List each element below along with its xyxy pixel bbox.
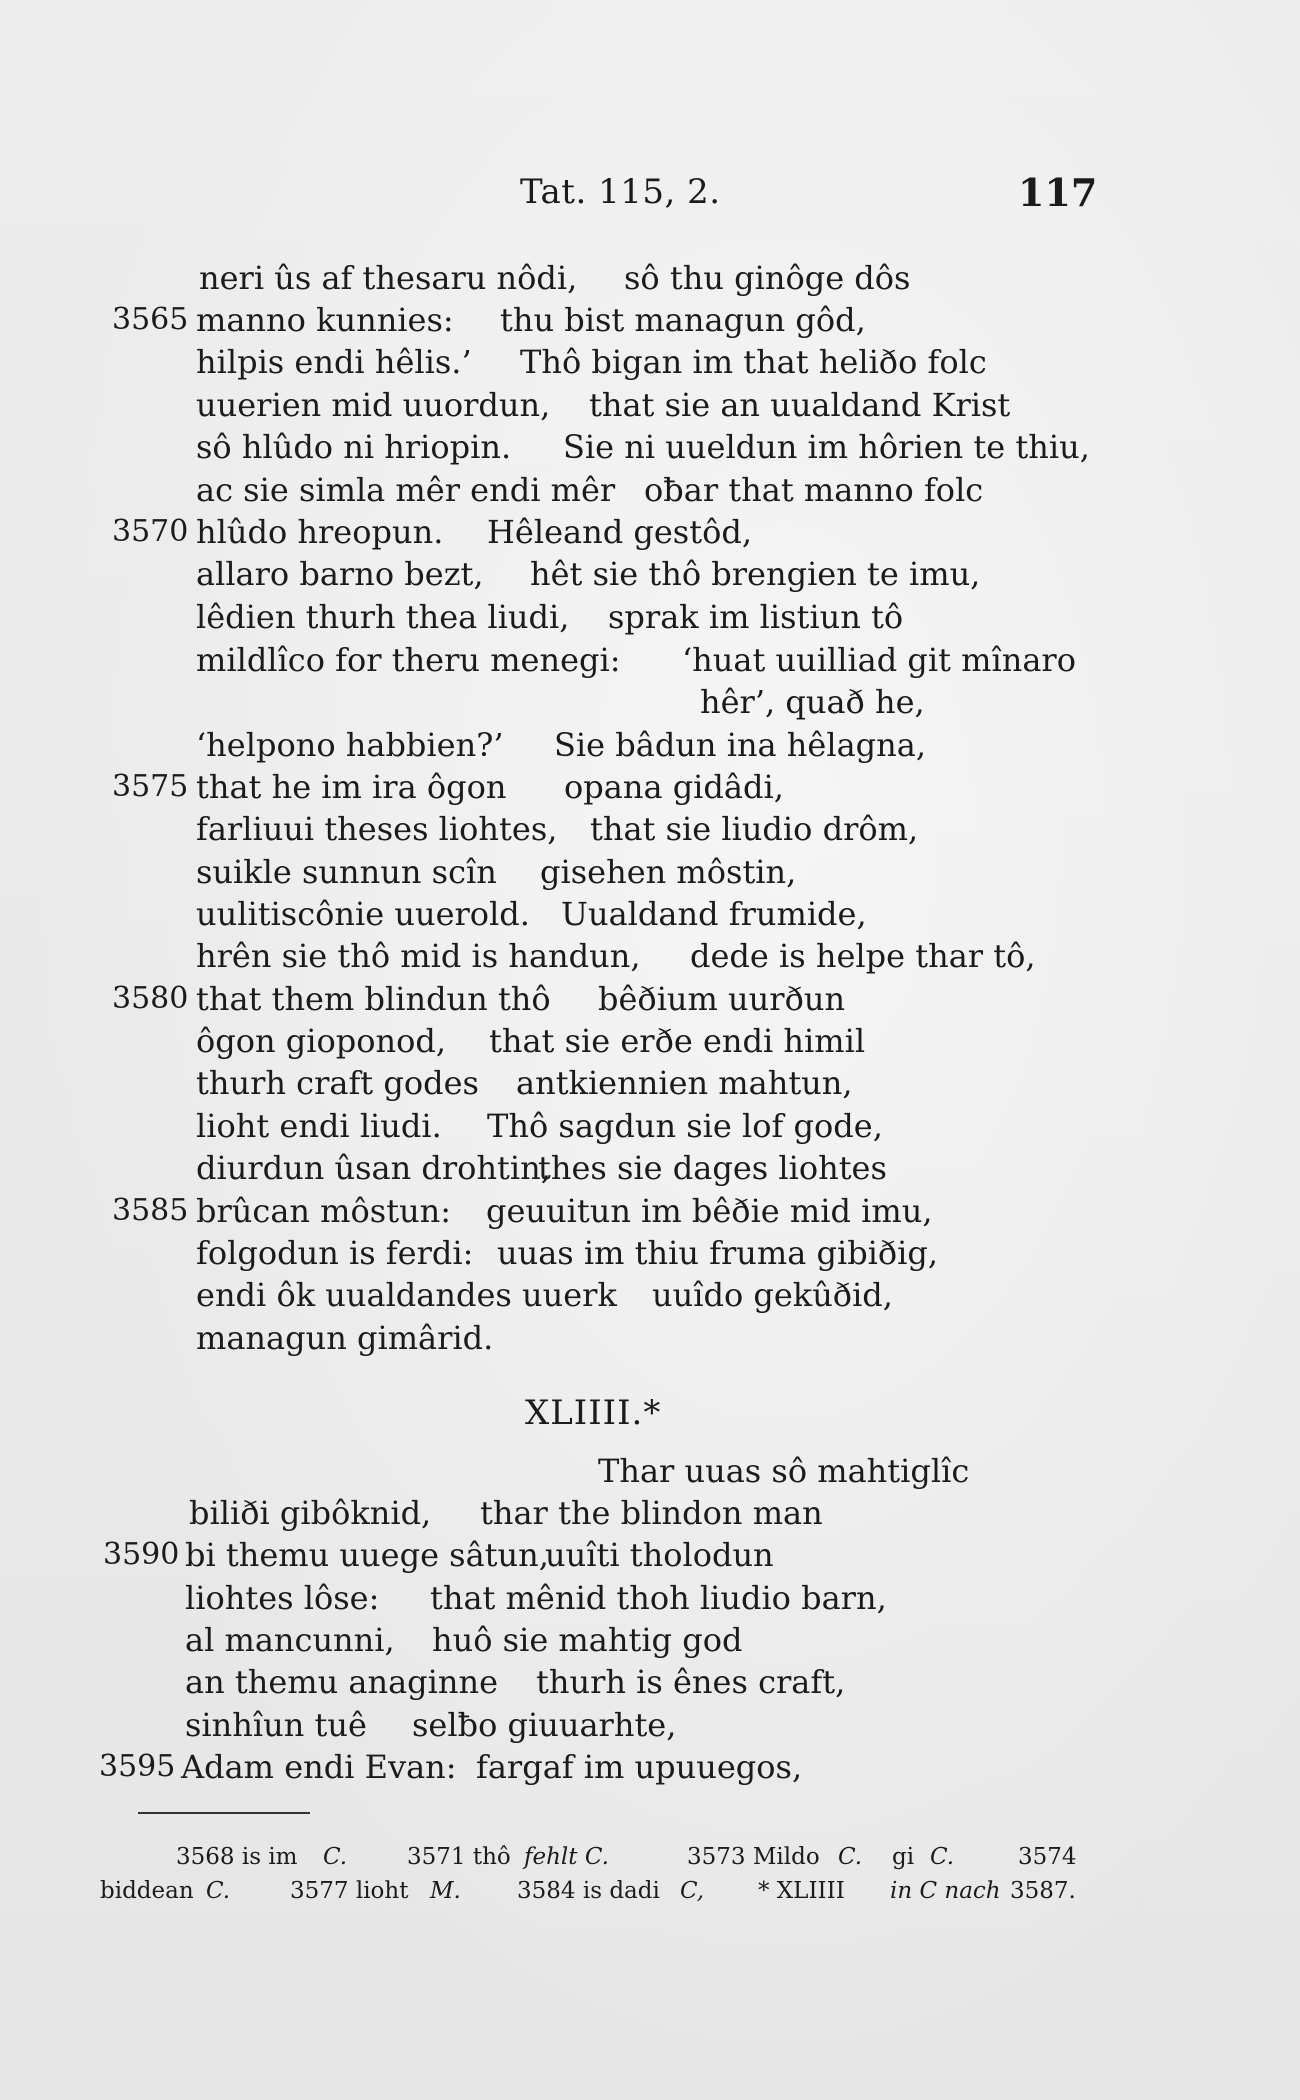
verse-number: 3570: [112, 514, 189, 549]
verse-line: [0, 724, 1300, 766]
verse-second-half: hêr’, quað he,: [700, 683, 925, 721]
verse-first-half: sinhîun tuê: [185, 1706, 367, 1744]
footnote-entry: 3568 is im: [176, 1844, 298, 1870]
footnote-line: [0, 1840, 1300, 1874]
footnote-entry: 3584 is dadi: [517, 1878, 660, 1904]
verse-number: 3575: [112, 769, 189, 804]
verse-number: 3580: [112, 981, 189, 1016]
verse-number: 3565: [112, 302, 189, 337]
verse-first-half: that them blindun thô: [196, 980, 551, 1018]
verse-first-half: sô hlûdo ni hriopin.: [196, 428, 512, 466]
verse-first-half: diurdun ûsan drohtin,: [196, 1149, 551, 1187]
verse-line: [0, 1577, 1300, 1619]
verse-second-half: bêðium uurðun: [598, 980, 846, 1018]
verse-second-half: geuuitun im bêðie mid imu,: [486, 1192, 933, 1230]
footnote-entry: 3577 lioht: [290, 1878, 409, 1904]
footnote-rule: [138, 1812, 310, 1814]
verse-first-half: neri ûs af thesaru nôdi,: [199, 259, 578, 297]
verse-first-half: folgodun is ferdi:: [196, 1234, 474, 1272]
verse-line: [0, 1147, 1300, 1189]
verse-first-half: hlûdo hreopun.: [196, 513, 444, 551]
verse-number: 3590: [103, 1537, 180, 1572]
verse-line: [0, 553, 1300, 595]
verse-first-half: endi ôk uualdandes uuerk: [196, 1276, 617, 1314]
footnote-entry: 3574: [1018, 1844, 1077, 1870]
page-number: 117: [1018, 170, 1098, 215]
footnote-entry: gi: [892, 1844, 915, 1870]
footnote-entry: 3587.: [1010, 1878, 1076, 1904]
footnote-entry: * XLIIII: [758, 1878, 845, 1904]
footnote-line: [0, 1874, 1300, 1908]
verse-second-half: ‘huat uuilliad git mînaro: [682, 641, 1076, 679]
footnote-entry: 3573 Mildo: [687, 1844, 820, 1870]
verse-first-half: thurh craft godes: [196, 1064, 479, 1102]
verse-line: [0, 384, 1300, 426]
verse-first-half: allaro barno bezt,: [196, 555, 484, 593]
verse-second-half: selƀo giuuarhte,: [412, 1706, 677, 1744]
verse-line: [0, 1450, 1300, 1492]
section-heading: XLIIII.*: [525, 1393, 662, 1433]
verse-first-half: bi themu uuege sâtun,: [185, 1536, 549, 1574]
verse-second-half: Uualdand frumide,: [561, 895, 867, 933]
verse-line: [0, 681, 1300, 723]
verse-line: [0, 1105, 1300, 1147]
footnote-entry: biddean: [100, 1878, 194, 1904]
verse-second-half: opana gidâdi,: [564, 768, 784, 806]
verse-second-half: that sie an uualdand Krist: [589, 386, 1011, 424]
verse-second-half: thu bist managun gôd,: [500, 301, 866, 339]
verse-second-half: that mênid thoh liudio barn,: [430, 1579, 887, 1617]
verse-line: [0, 1746, 1300, 1788]
footnote-note: fehlt C.: [524, 1844, 609, 1870]
footnote-source: M.: [430, 1878, 461, 1904]
verse-line: [0, 1190, 1300, 1232]
verse-line: [0, 426, 1300, 468]
verse-line: [0, 1317, 1300, 1359]
verse-line: [0, 511, 1300, 553]
verse-first-half: ‘helpono habbien?’: [196, 726, 504, 764]
verse-first-half: ôgon gioponod,: [196, 1022, 447, 1060]
verse-line: [0, 1232, 1300, 1274]
verse-second-half: oƀar that manno folc: [644, 471, 984, 509]
footnote-source: C.: [206, 1878, 231, 1904]
verse-first-half: hrên sie thô mid is handun,: [196, 937, 641, 975]
verse-second-half: Hêleand gestôd,: [487, 513, 752, 551]
verse-first-half: managun gimârid.: [196, 1319, 494, 1357]
verse-line: [0, 1274, 1300, 1316]
verse-second-half: hêt sie thô brengien te imu,: [530, 555, 981, 593]
verse-second-half: uuas im thiu fruma gibiðig,: [497, 1234, 939, 1272]
page-header: [0, 172, 1300, 222]
running-title: Tat. 115, 2.: [520, 172, 721, 212]
verse-first-half: uulitiscônie uuerold.: [196, 895, 530, 933]
verse-line: [0, 935, 1300, 977]
verse-line: [0, 1492, 1300, 1534]
verse-first-half: lêdien thurh thea liudi,: [196, 598, 570, 636]
verse-line: [0, 1062, 1300, 1104]
verse-line: [0, 1619, 1300, 1661]
footnote-note: in C nach: [890, 1878, 1001, 1904]
verse-second-half: fargaf im upuuegos,: [476, 1748, 803, 1786]
verse-second-half: Thô sagdun sie lof gode,: [487, 1107, 883, 1145]
verse-second-half: uuîti tholodun: [545, 1536, 774, 1574]
verse-second-half: sprak im listiun tô: [608, 598, 904, 636]
verse-second-half: Thô bigan im that heliðo folc: [520, 343, 987, 381]
verse-line: [0, 257, 1300, 299]
verse-first-half: lioht endi liudi.: [196, 1107, 442, 1145]
verse-first-half: suikle sunnun scîn: [196, 853, 497, 891]
verse-line: [0, 893, 1300, 935]
footnote-source: C.: [930, 1844, 955, 1870]
verse-line: [0, 1661, 1300, 1703]
verse-first-half: uuerien mid uuordun,: [196, 386, 551, 424]
verse-line: [0, 1020, 1300, 1062]
verse-first-half: manno kunnies:: [196, 301, 454, 339]
verse-second-half: Sie ni uueldun im hôrien te thiu,: [563, 428, 1090, 466]
verse-line: [0, 299, 1300, 341]
verse-second-half: dede is helpe thar tô,: [690, 937, 1036, 975]
verse-second-half: uuîdo gekûðid,: [652, 1276, 893, 1314]
verse-first-half: liohtes lôse:: [185, 1579, 380, 1617]
footnote-entry: 3571 thô: [407, 1844, 511, 1870]
verse-second-half: huô sie mahtig god: [432, 1621, 743, 1659]
verse-second-half: thes sie dages liohtes: [538, 1149, 887, 1187]
verse-second-half: gisehen môstin,: [540, 853, 797, 891]
verse-line: [0, 808, 1300, 850]
verse-line: [0, 469, 1300, 511]
verse-line: [0, 341, 1300, 383]
verse-line: [0, 1704, 1300, 1746]
verse-line: [0, 978, 1300, 1020]
verse-first-half: farliuui theses liohtes,: [196, 810, 558, 848]
verse-line: [0, 596, 1300, 638]
verse-first-half: al mancunni,: [185, 1621, 395, 1659]
verse-second-half: thar the blindon man: [480, 1494, 823, 1532]
verse-first-half: biliði gibôknid,: [189, 1494, 432, 1532]
verse-first-half: hilpis endi hêlis.’: [196, 343, 472, 381]
verse-first-half: ac sie simla mêr endi mêr: [196, 471, 616, 509]
verse-line: [0, 851, 1300, 893]
verse-first-half: mildlîco for theru menegi:: [196, 641, 621, 679]
verse-line: [0, 766, 1300, 808]
verse-number: 3595: [99, 1749, 176, 1784]
verse-number: 3585: [112, 1193, 189, 1228]
verse-second-half: Thar uuas sô mahtiglîc: [598, 1452, 970, 1490]
verse-first-half: that he im ira ôgon: [196, 768, 507, 806]
verse-second-half: Sie bâdun ina hêlagna,: [554, 726, 926, 764]
footnote-source: C.: [323, 1844, 348, 1870]
verse-first-half: brûcan môstun:: [196, 1192, 452, 1230]
verse-second-half: that sie erðe endi himil: [489, 1022, 866, 1060]
footnote-source: C,: [680, 1878, 705, 1904]
verse-second-half: thurh is ênes craft,: [536, 1663, 846, 1701]
verse-first-half: an themu anaginne: [185, 1663, 499, 1701]
verse-line: [0, 639, 1300, 681]
verse-second-half: antkiennien mahtun,: [516, 1064, 853, 1102]
verse-line: [0, 1534, 1300, 1576]
verse-first-half: Adam endi Evan:: [181, 1748, 457, 1786]
verse-second-half: sô thu ginôge dôs: [624, 259, 911, 297]
footnote-source: C.: [838, 1844, 863, 1870]
verse-second-half: that sie liudio drôm,: [590, 810, 919, 848]
